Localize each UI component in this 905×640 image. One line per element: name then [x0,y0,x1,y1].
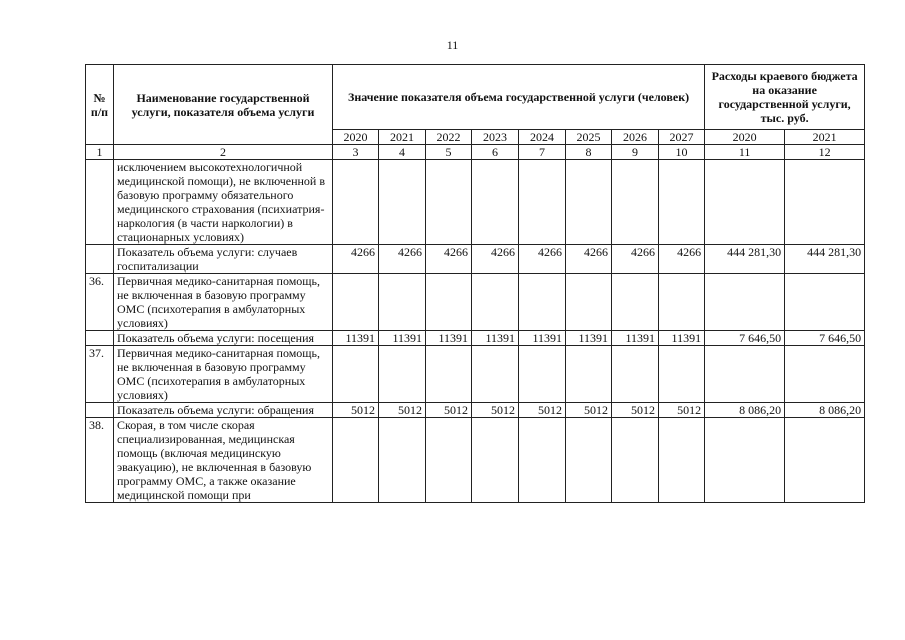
volume-value: 5012 [426,403,472,418]
table-row [86,403,865,418]
column-number: 4 [379,145,426,160]
volume-value: 4266 [472,245,519,274]
year-header: 2021 [379,130,426,145]
table-row [86,418,865,503]
volume-value [612,160,659,245]
budget-value [705,160,785,245]
column-number: 3 [333,145,379,160]
volume-value [519,346,566,403]
table-row [86,346,865,403]
year-header: 2024 [519,130,566,145]
budget-value: 8 086,20 [705,403,785,418]
budget-value [785,418,865,503]
budget-year-header: 2020 [705,130,785,145]
column-number: 5 [426,145,472,160]
table-row [86,274,865,331]
column-number: 6 [472,145,519,160]
volume-value [566,346,612,403]
volume-value [472,160,519,245]
column-number: 8 [566,145,612,160]
budget-value: 7 646,50 [705,331,785,346]
column-number: 9 [612,145,659,160]
volume-value [426,274,472,331]
header-value: Значение показателя объема государственной услуги (человек) [333,65,705,130]
services-table [85,64,865,503]
column-number: 11 [705,145,785,160]
volume-value: 11391 [472,331,519,346]
volume-value: 5012 [379,403,426,418]
budget-year-header: 2021 [785,130,865,145]
row-index: 38. [86,418,114,503]
volume-value [612,418,659,503]
header-budget: Расходы краевого бюджета на оказание государственной услуги, тыс. руб. [705,65,865,130]
column-number: 12 [785,145,865,160]
volume-value [379,160,426,245]
volume-value: 11391 [426,331,472,346]
budget-value [705,418,785,503]
volume-value: 11391 [333,331,379,346]
volume-value [659,274,705,331]
volume-value: 5012 [566,403,612,418]
table-row [86,245,865,274]
volume-value: 11391 [612,331,659,346]
volume-value [333,274,379,331]
row-index [86,160,114,245]
row-name: Первичная медико-санитарная помощь, не включенная в базовую программу ОМС (психотерапия в амбулаторных условиях) [114,346,333,403]
budget-value [705,346,785,403]
volume-value: 5012 [472,403,519,418]
volume-value [566,274,612,331]
volume-value: 5012 [519,403,566,418]
volume-value [379,418,426,503]
volume-value [472,418,519,503]
volume-value [659,418,705,503]
row-name: Первичная медико-санитарная помощь, не включенная в базовую программу ОМС (психотерапия в амбулаторных условиях) [114,274,333,331]
row-name: Показатель объема услуги: случаев госпитализации [114,245,333,274]
volume-value: 11391 [519,331,566,346]
budget-value [785,346,865,403]
volume-value [333,418,379,503]
volume-value [659,160,705,245]
volume-value [612,346,659,403]
row-index [86,403,114,418]
row-index [86,245,114,274]
budget-value: 444 281,30 [705,245,785,274]
volume-value: 4266 [379,245,426,274]
budget-value [785,274,865,331]
column-number: 1 [86,145,114,160]
volume-value [426,418,472,503]
budget-value: 8 086,20 [785,403,865,418]
row-index: 37. [86,346,114,403]
volume-value [566,160,612,245]
volume-value: 4266 [612,245,659,274]
row-name: Показатель объема услуги: посещения [114,331,333,346]
column-number: 10 [659,145,705,160]
volume-value: 4266 [659,245,705,274]
volume-value [333,160,379,245]
year-header: 2025 [566,130,612,145]
year-header: 2027 [659,130,705,145]
year-header: 2022 [426,130,472,145]
table-row [86,160,865,245]
volume-value [659,346,705,403]
volume-value [519,418,566,503]
row-index [86,331,114,346]
volume-value [426,160,472,245]
table-row [86,331,865,346]
volume-value [566,418,612,503]
row-name: Показатель объема услуги: обращения [114,403,333,418]
column-number: 7 [519,145,566,160]
budget-value: 444 281,30 [785,245,865,274]
volume-value [426,346,472,403]
header-name: Наименование государственной услуги, показателя объема услуги [114,65,333,145]
volume-value: 5012 [612,403,659,418]
volume-value: 4266 [519,245,566,274]
volume-value [472,274,519,331]
budget-value [785,160,865,245]
volume-value [333,346,379,403]
row-index: 36. [86,274,114,331]
row-name: исключением высокотехнологичной медицинской помощи), не включенной в базовую программу обязательного медицинского страхования (психиатрия-наркология (в части наркологии) в стационарных условиях) [114,160,333,245]
column-number: 2 [114,145,333,160]
row-name: Скорая, в том числе скорая специализированная, медицинская помощь (включая медицинскую эвакуацию), не включенная в базовую программу ОМС, а также оказание медицинской помощи при [114,418,333,503]
volume-value: 4266 [333,245,379,274]
budget-value: 7 646,50 [785,331,865,346]
header-num: № п/п [86,65,114,145]
year-header: 2026 [612,130,659,145]
page-number: 11 [446,38,459,52]
volume-value: 5012 [659,403,705,418]
volume-value [519,274,566,331]
volume-value: 11391 [566,331,612,346]
volume-value [472,346,519,403]
year-header: 2020 [333,130,379,145]
volume-value [379,346,426,403]
volume-value: 4266 [566,245,612,274]
volume-value: 11391 [379,331,426,346]
volume-value [519,160,566,245]
volume-value: 5012 [333,403,379,418]
volume-value: 4266 [426,245,472,274]
year-header: 2023 [472,130,519,145]
volume-value: 11391 [659,331,705,346]
volume-value [379,274,426,331]
budget-value [705,274,785,331]
volume-value [612,274,659,331]
